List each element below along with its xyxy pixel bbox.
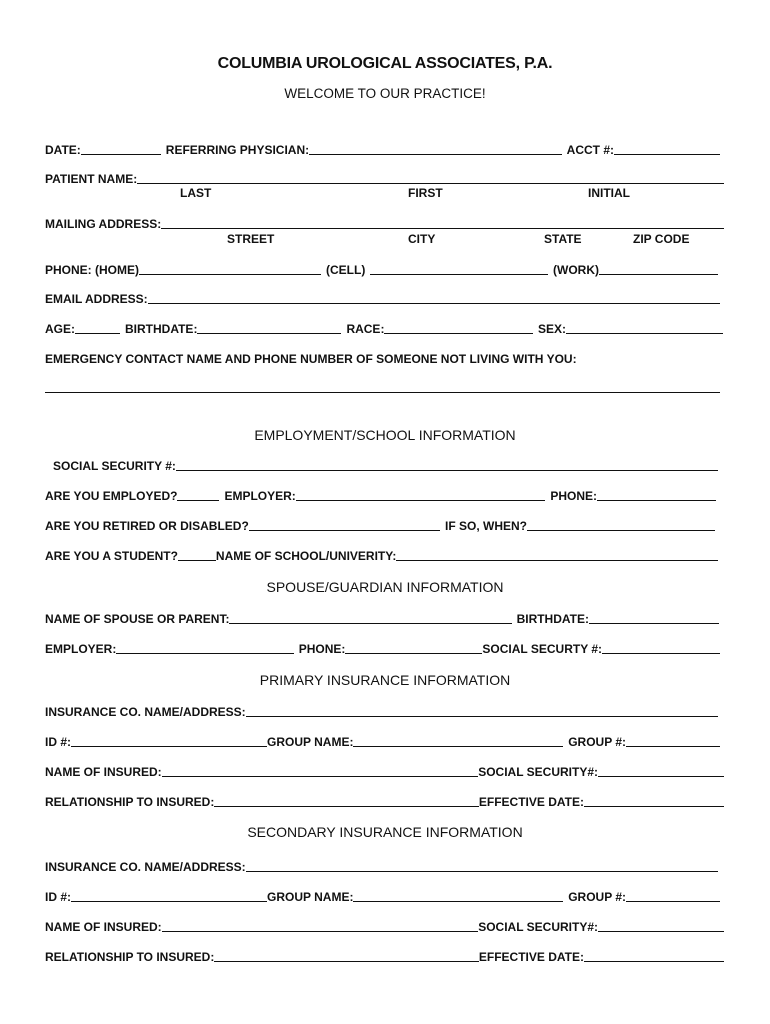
spouse-ssn-field[interactable] — [602, 652, 720, 654]
primary-ssn-field[interactable] — [598, 775, 724, 777]
welcome-subtitle: WELCOME TO OUR PRACTICE! — [284, 86, 486, 101]
row-age — [45, 321, 723, 336]
phone-home-field[interactable] — [139, 273, 321, 275]
practice-title: COLUMBIA UROLOGICAL ASSOCIATES, P.A. — [217, 55, 553, 72]
secondary-insurance-heading: SECONDARY INSURANCE INFORMATION — [247, 824, 523, 840]
spouse-birthdate-field[interactable] — [589, 622, 719, 624]
employment-heading: EMPLOYMENT/SCHOOL INFORMATION — [254, 427, 516, 443]
spouse-heading: SPOUSE/GUARDIAN INFORMATION — [266, 579, 504, 595]
primary-company-label: INSURANCE CO. NAME/ADDRESS: — [45, 705, 246, 719]
primary-relationship-label: RELATIONSHIP TO INSURED: — [45, 795, 215, 809]
row-spouse-employer — [45, 641, 720, 656]
primary-id-field[interactable] — [71, 745, 267, 747]
name-initial-caption: INITIAL — [588, 186, 630, 200]
age-label: AGE: — [45, 322, 75, 336]
referring-physician-field[interactable] — [309, 153, 562, 155]
addr-street-caption: STREET — [227, 232, 275, 246]
row-emergency — [45, 351, 725, 366]
secondary-id-field[interactable] — [71, 900, 267, 902]
emp-phone-field[interactable] — [597, 499, 716, 501]
row-email — [45, 291, 720, 306]
row-primary-company — [45, 704, 718, 719]
emp-phone-label: PHONE: — [550, 489, 597, 503]
secondary-effective-label: EFFECTIVE DATE: — [478, 950, 584, 964]
primary-group-name-field[interactable] — [353, 745, 563, 747]
name-last-caption: LAST — [180, 186, 212, 200]
birthdate-field[interactable] — [197, 332, 341, 334]
row-emergency-line — [45, 380, 720, 395]
patient-name-label: PATIENT NAME: — [45, 172, 138, 186]
employed-field[interactable] — [177, 499, 219, 501]
employer-label: EMPLOYER: — [224, 489, 296, 503]
birthdate-label: BIRTHDATE: — [125, 322, 198, 336]
secondary-company-label: INSURANCE CO. NAME/ADDRESS: — [45, 860, 246, 874]
addr-city-caption: CITY — [408, 232, 436, 246]
emp-ssn-field[interactable] — [176, 469, 718, 471]
primary-id-label: ID #: — [45, 735, 72, 749]
when-field[interactable] — [527, 529, 715, 531]
row-secondary-id — [45, 889, 720, 904]
row-primary-id — [45, 734, 720, 749]
mailing-address-label: MAILING ADDRESS: — [45, 217, 162, 231]
primary-insured-field[interactable] — [162, 775, 479, 777]
row-retired — [45, 518, 715, 533]
employed-label: ARE YOU EMPLOYED? — [45, 489, 178, 503]
employer-field[interactable] — [296, 499, 546, 501]
secondary-id-label: ID #: — [45, 890, 72, 904]
row-secondary-insured — [45, 919, 724, 934]
school-field[interactable] — [396, 559, 718, 561]
secondary-relationship-field[interactable] — [214, 960, 479, 962]
patient-name-field[interactable] — [137, 182, 724, 184]
secondary-insured-label: NAME OF INSURED: — [45, 920, 162, 934]
row-date — [45, 142, 720, 157]
spouse-employer-field[interactable] — [116, 652, 293, 654]
spouse-employer-label: EMPLOYER: — [45, 642, 117, 656]
primary-group-no-field[interactable] — [626, 745, 720, 747]
secondary-group-no-label: GROUP #: — [568, 890, 626, 904]
secondary-group-name-field[interactable] — [353, 900, 563, 902]
sex-field[interactable] — [566, 332, 723, 334]
row-primary-relationship — [45, 794, 724, 809]
acct-label: ACCT #: — [566, 143, 614, 157]
spouse-name-field[interactable] — [229, 622, 511, 624]
row-phones — [45, 262, 718, 277]
primary-ssn-label: SOCIAL SECURITY#: — [478, 765, 598, 779]
secondary-group-name-label: GROUP NAME: — [267, 890, 354, 904]
addr-state-caption: STATE — [544, 232, 582, 246]
primary-group-name-label: GROUP NAME: — [267, 735, 354, 749]
phone-cell-label: (CELL) — [326, 263, 366, 277]
race-label: RACE: — [346, 322, 385, 336]
secondary-group-no-field[interactable] — [626, 900, 720, 902]
name-first-caption: FIRST — [408, 186, 443, 200]
emergency-contact-label: EMERGENCY CONTACT NAME AND PHONE NUMBER OF SOMEONE NOT LIVING WITH YOU: — [45, 352, 577, 366]
spouse-phone-field[interactable] — [345, 652, 482, 654]
secondary-effective-field[interactable] — [584, 960, 724, 962]
student-label: ARE YOU A STUDENT? — [45, 549, 178, 563]
row-secondary-company — [45, 859, 718, 874]
row-primary-insured — [45, 764, 724, 779]
secondary-company-field[interactable] — [246, 870, 718, 872]
row-spouse-name — [45, 611, 719, 626]
primary-company-field[interactable] — [246, 715, 718, 717]
row-employed — [45, 488, 716, 503]
date-label: DATE: — [45, 143, 81, 157]
primary-effective-field[interactable] — [584, 805, 724, 807]
secondary-ssn-label: SOCIAL SECURITY#: — [478, 920, 598, 934]
when-label: IF SO, WHEN? — [445, 519, 527, 533]
row-mailing-address — [45, 216, 724, 231]
mailing-address-field[interactable] — [161, 227, 724, 229]
age-field[interactable] — [75, 332, 120, 334]
phone-cell-field[interactable] — [370, 273, 548, 275]
primary-effective-label: EFFECTIVE DATE: — [478, 795, 584, 809]
row-secondary-relationship — [45, 949, 724, 964]
row-student — [45, 548, 718, 563]
phone-work-field[interactable] — [599, 273, 718, 275]
primary-insurance-heading: PRIMARY INSURANCE INFORMATION — [259, 672, 511, 688]
race-field[interactable] — [384, 332, 533, 334]
student-field[interactable] — [178, 559, 216, 561]
retired-field[interactable] — [249, 529, 440, 531]
spouse-phone-label: PHONE: — [298, 642, 346, 656]
spouse-birthdate-label: BIRTHDATE: — [516, 612, 589, 626]
secondary-insured-field[interactable] — [162, 930, 479, 932]
sex-label: SEX: — [537, 322, 566, 336]
secondary-ssn-field[interactable] — [598, 930, 724, 932]
emergency-contact-field[interactable] — [45, 391, 720, 393]
phone-work-label: (WORK) — [553, 263, 599, 277]
spouse-ssn-label: SOCIAL SECURTY #: — [482, 642, 602, 656]
phone-home-label: PHONE: (HOME) — [45, 263, 139, 277]
referring-physician-label: REFERRING PHYSICIAN: — [165, 143, 310, 157]
school-label: NAME OF SCHOOL/UNIVERITY: — [215, 549, 397, 563]
primary-insured-label: NAME OF INSURED: — [45, 765, 162, 779]
email-label: EMAIL ADDRESS: — [45, 292, 148, 306]
secondary-relationship-label: RELATIONSHIP TO INSURED: — [45, 950, 215, 964]
date-field[interactable] — [81, 153, 161, 155]
retired-label: ARE YOU RETIRED OR DISABLED? — [45, 519, 249, 533]
addr-zip-caption: ZIP CODE — [633, 232, 690, 246]
email-field[interactable] — [148, 302, 720, 304]
row-patient-name — [45, 171, 724, 186]
primary-relationship-field[interactable] — [214, 805, 479, 807]
primary-group-no-label: GROUP #: — [568, 735, 626, 749]
emp-ssn-label: SOCIAL SECURITY #: — [53, 459, 176, 473]
acct-field[interactable] — [614, 153, 720, 155]
row-emp-ssn — [53, 458, 718, 473]
spouse-name-label: NAME OF SPOUSE OR PARENT: — [45, 612, 230, 626]
